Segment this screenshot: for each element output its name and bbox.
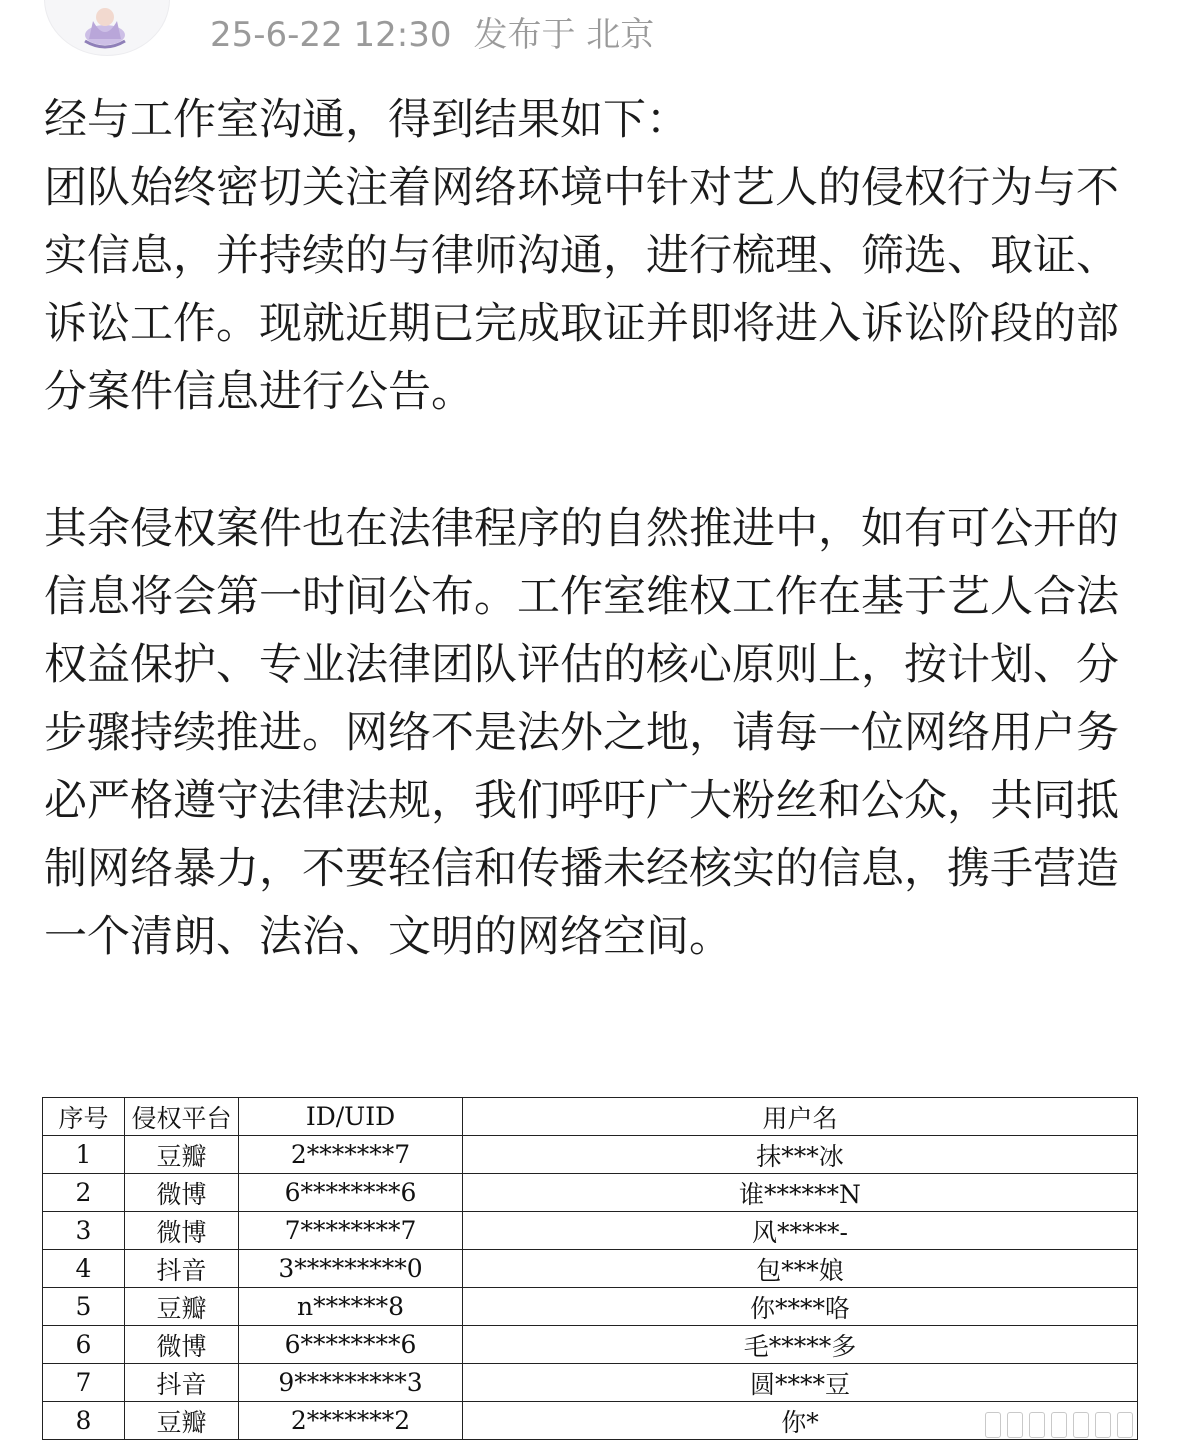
post-paragraph: 经与工作室沟通，得到结果如下： 团队始终密切关注着网络环境中针对艺人的侵权行为与不实信息，并持续的与律师沟通，进行梳理、筛选、取证、诉讼工作。现就近期已完成取证并即将进入诉讼阶段的部分案件信息进行公告。 (44, 95, 1119, 417)
table-row (43, 1402, 1138, 1440)
cell-username: 你****咯 (463, 1288, 1138, 1326)
cell-uid: 2*******7 (239, 1136, 463, 1174)
cell-platform: 豆瓣 (125, 1136, 239, 1174)
cell-platform: 微博 (125, 1174, 239, 1212)
cell-index: 2 (43, 1174, 125, 1212)
cell-username: 风*****- (463, 1212, 1138, 1250)
cell-index: 3 (43, 1212, 125, 1250)
cell-platform: 豆瓣 (125, 1288, 239, 1326)
post-timestamp: 25-6-22 12:30 (210, 15, 452, 55)
cell-index: 1 (43, 1136, 125, 1174)
cell-platform: 微博 (125, 1212, 239, 1250)
table-header-row (43, 1098, 1138, 1136)
cell-uid: 6********6 (239, 1174, 463, 1212)
header-platform: 侵权平台 (125, 1098, 239, 1136)
cell-username: 毛*****多 (463, 1326, 1138, 1364)
header-username: 用户名 (463, 1098, 1138, 1136)
post-meta (210, 12, 654, 58)
cell-index: 8 (43, 1402, 125, 1440)
header-uid: ID/UID (239, 1098, 463, 1136)
cell-username: 你* (463, 1402, 1138, 1440)
cell-username: 圆****豆 (463, 1364, 1138, 1402)
table-row (43, 1174, 1138, 1212)
case-table (42, 1097, 1138, 1440)
cell-uid: 7********7 (239, 1212, 463, 1250)
cell-index: 5 (43, 1288, 125, 1326)
post-location: 发布于 北京 (473, 15, 655, 55)
cell-index: 6 (43, 1326, 125, 1364)
cell-index: 4 (43, 1250, 125, 1288)
table-row (43, 1288, 1138, 1326)
cell-username: 包***娘 (463, 1250, 1138, 1288)
table-row (43, 1364, 1138, 1402)
avatar[interactable] (44, 0, 170, 56)
post-body (44, 86, 1134, 971)
table-row (43, 1136, 1138, 1174)
cell-username: 抹***冰 (463, 1136, 1138, 1174)
cell-uid: 6********6 (239, 1326, 463, 1364)
post-paragraph: 其余侵权案件也在法律程序的自然推进中，如有可公开的信息将会第一时间公布。工作室维权工作在基于艺人合法权益保护、专业法律团队评估的核心原则上，按计划、分步骤持续推进。网络不是法外之地，请每一位网络用户务必严格遵守法律法规，我们呼吁广大粉丝和公众，共同抵制网络暴力，不要轻信和传播未经核实的信息，携手营造一个清朗、法治、文明的网络空间。 (44, 504, 1119, 962)
cell-platform: 抖音 (125, 1250, 239, 1288)
cell-platform: 抖音 (125, 1364, 239, 1402)
image-watermark-icon (985, 1412, 1165, 1438)
table-row (43, 1326, 1138, 1364)
cell-username: 谁******N (463, 1174, 1138, 1212)
header-index: 序号 (43, 1098, 125, 1136)
table-row (43, 1212, 1138, 1250)
cell-platform: 豆瓣 (125, 1402, 239, 1440)
table-row (43, 1250, 1138, 1288)
cell-uid: 9*********3 (239, 1364, 463, 1402)
cell-uid: 2*******2 (239, 1402, 463, 1440)
user-avatar-icon (45, 0, 169, 55)
cell-uid: n******8 (239, 1288, 463, 1326)
cell-platform: 微博 (125, 1326, 239, 1364)
cell-uid: 3*********0 (239, 1250, 463, 1288)
cell-index: 7 (43, 1364, 125, 1402)
